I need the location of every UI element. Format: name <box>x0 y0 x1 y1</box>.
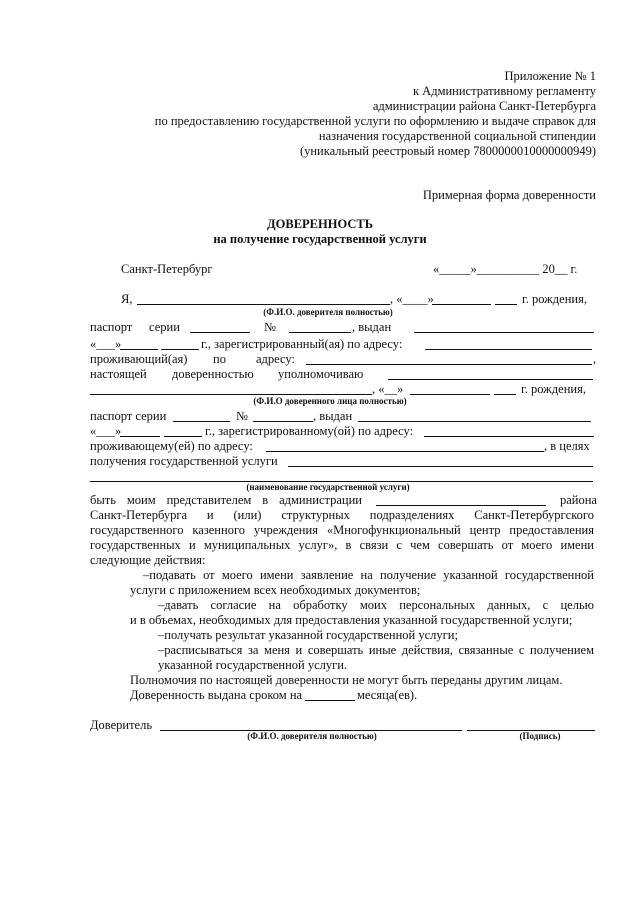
rep-line-2: Санкт-Петербурга и (или) структурных подразделениях Санкт-Петербургского <box>90 508 594 522</box>
principal-fio-field[interactable] <box>137 304 390 305</box>
registration-address-field[interactable] <box>425 349 592 350</box>
passport-series-field[interactable] <box>190 332 250 333</box>
agent-birth-year-field[interactable] <box>494 394 516 395</box>
issue-year-field[interactable] <box>161 349 199 350</box>
trust-field[interactable] <box>388 379 593 380</box>
resides-by-label: по <box>213 352 226 366</box>
receive-service-label: получения государственной услуги <box>90 454 278 468</box>
in-purposes-label: , в целях <box>544 439 590 453</box>
agent-issue-month-field[interactable] <box>120 436 160 437</box>
action-2b: и в объемах, необходимых для предоставления указанной государственной услуги; <box>130 613 573 627</box>
passport-label: паспорт <box>90 320 133 334</box>
series-label: серии <box>149 320 180 334</box>
agent-passport-series-field[interactable] <box>173 421 230 422</box>
appendix-service: по предоставлению государственной услуги по оформлению и выдаче справок для <box>154 114 596 128</box>
birth-month-field[interactable] <box>432 304 491 305</box>
action-3: –получать результат указанной государственной услуги; <box>158 628 458 642</box>
document-title: ДОВЕРЕННОСТЬ <box>267 217 373 231</box>
birth-year-field[interactable] <box>495 304 517 305</box>
agent-passport-number-field[interactable] <box>253 421 313 422</box>
issue-day-field: «___» <box>90 337 122 351</box>
agent-birth-year-label: г. рождения, <box>521 382 586 396</box>
agent-registration-address-field[interactable] <box>424 436 594 437</box>
agent-issued-label: , выдан <box>313 409 353 423</box>
principal-fio-caption: (Ф.И.О. доверителя полностью) <box>263 307 393 317</box>
rep-line-1a: быть моим представителем в администрации <box>90 493 362 507</box>
appendix-regulation: к Административному регламенту <box>412 84 596 98</box>
agent-passport-issued-field[interactable] <box>358 421 591 422</box>
passport-number-field[interactable] <box>289 332 351 333</box>
action-4b: указанной государственной услуги. <box>158 658 348 672</box>
date-field[interactable]: «_____»__________ 20__ г. <box>433 262 578 276</box>
document-subtitle: на получение государственной услуги <box>213 232 427 246</box>
registered-label: г., зарегистрированный(ая) по адресу: <box>201 337 403 351</box>
document-page: Приложение № 1 к Административному регламенту администрации района Санкт-Петербурга по предоставлению государственной услуги по оформлению и выдаче справок для назначения государственной социальной стипендии (уникальный реестровый номер 7800000010000000949) Примерная форма доверенности ДОВЕРЕННОСТЬ на получение государственной услуги Санкт-Петербург «_____»__________ 20__ г. Я, , «____» г. рождения, (Ф.И.О. доверителя полностью) паспорт серии № , выдан «___» г., зарегистрированный(ая) по адресу: проживающий(ая) по адресу: , настоящей доверенностью уполномочиваю , «__» г. рождения, (Ф.И.О доверенного лица полностью) паспорт серии № , выдан «___» г., зарегистрированному(ой) по адресу: проживающему(ей) по адресу: , в целях получения государственной услуги (наименование государственной услуги) быть моим представителем в администрации района Санкт-Петербурга и (или) структурных подразделениях Санкт-Петербургского государственного казенного учреждения «Многофункциональный центр предоставления государственных и муниципальных услуг», в связи с чем совершать от моего имени следующие действия: –подавать от моего имени заявление на получение указанной государственной услуги с приложением всех необходимых документов; –давать согласие на обработку моих персональных данных, с целью и в объемах, необходимых для предоставления указанной государственной услуги; –получать результат указанной государственной услуги; –расписываться за меня и совершать иные действия, связанные с получением указанной государственной услуги. Полномочия по настоящей доверенности не могут быть переданы другим лицам. Доверенность выдана сроком на месяца(ев). Доверитель (Ф.И.О. доверителя полностью) (Подпись) <box>0 0 640 905</box>
administration-district-field[interactable] <box>376 505 546 506</box>
agent-birth-month-field[interactable] <box>410 394 490 395</box>
agent-fio-caption: (Ф.И.О доверенного лица полностью) <box>253 396 407 406</box>
passport-issued-field[interactable] <box>414 332 594 333</box>
agent-registered-label: г., зарегистрированному(ой) по адресу: <box>205 424 414 438</box>
action-1b: услуги с приложением всех необходимых документов; <box>130 583 421 597</box>
issued-label: , выдан <box>352 320 392 334</box>
resides-label: проживающий(ая) <box>90 352 188 366</box>
trust-label-2: доверенностью <box>172 367 254 381</box>
trust-label-1: настоящей <box>90 367 147 381</box>
ya-label: Я, <box>121 292 133 306</box>
agent-issue-day-field: «___» <box>90 424 122 438</box>
district-label: района <box>560 493 597 507</box>
appendix-administration: администрации района Санкт-Петербурга <box>372 99 596 113</box>
resides-address-label: адресу: <box>256 352 295 366</box>
agent-issue-year-field[interactable] <box>164 436 202 437</box>
agent-fio-field[interactable] <box>90 394 372 395</box>
term-months-label: месяца(ев). <box>357 688 418 702</box>
term-label: Доверенность выдана сроком на <box>130 688 303 702</box>
agent-residence-address-field[interactable] <box>266 451 544 452</box>
rep-line-5: следующие действия: <box>90 553 206 567</box>
residence-address-field[interactable] <box>306 364 592 365</box>
appendix-number: Приложение № 1 <box>504 69 596 83</box>
agent-resides-label: проживающему(ей) по адресу: <box>90 439 253 453</box>
action-1a: –подавать от моего имени заявление на получение указанной государственной <box>143 568 594 582</box>
agent-passport-label: паспорт серии <box>90 409 167 423</box>
no-transfer-note: Полномочия по настоящей доверенности не могут быть переданы другим лицам. <box>130 673 563 687</box>
appendix-stipend: назначения государственной социальной стипендии <box>318 129 596 143</box>
term-months-field[interactable] <box>305 700 355 701</box>
signature-fio-caption: (Ф.И.О. доверителя полностью) <box>247 731 377 741</box>
agent-birth-day-open: , «__» <box>372 382 404 396</box>
agent-passport-number-label: № <box>236 409 248 423</box>
principal-signature-label: Доверитель <box>90 718 153 732</box>
place-label: Санкт-Петербург <box>121 262 213 276</box>
signature-caption: (Подпись) <box>519 731 561 741</box>
trust-label-3: уполномочиваю <box>278 367 364 381</box>
rep-line-4: государственных и муниципальных услуг», в связи с чем совершать от моего имени <box>90 538 594 552</box>
service-name-field-1[interactable] <box>288 466 593 467</box>
issue-month-field[interactable] <box>120 349 158 350</box>
rep-line-3: государственного казенного учреждения «Многофункциональный центр предоставления <box>90 523 594 537</box>
passport-number-label: № <box>264 320 276 334</box>
birth-day-open: , «____» <box>390 292 434 306</box>
birth-year-label: г. рождения, <box>522 292 587 306</box>
service-name-caption: (наименование государственной услуги) <box>246 482 410 492</box>
action-4a: –расписываться за меня и совершать иные действия, связанные с получением <box>158 643 594 657</box>
appendix-registry-number: (уникальный реестровый номер 7800000010000000949) <box>299 144 596 158</box>
form-type-label: Примерная форма доверенности <box>422 188 596 202</box>
action-2a: –давать согласие на обработку моих персональных данных, с целью <box>158 598 594 612</box>
